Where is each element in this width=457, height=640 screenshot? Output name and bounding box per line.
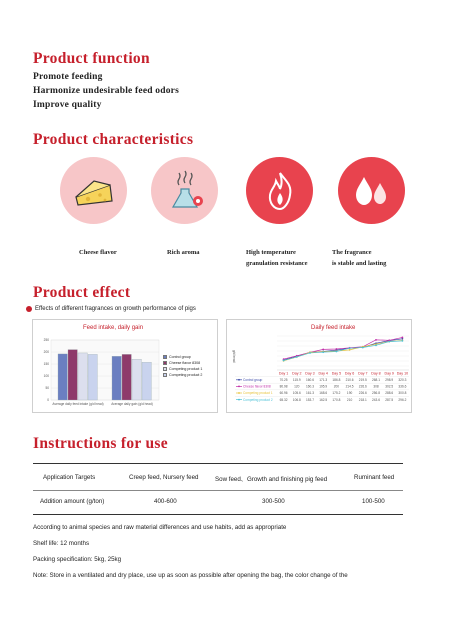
x-tick-label: Day 3: [305, 371, 315, 376]
bar: [132, 359, 141, 400]
x-tick-label: Day 4: [318, 371, 328, 376]
data-label: 210.6: [345, 378, 354, 382]
bar: [68, 350, 77, 400]
x-tick-label: Day 10: [396, 371, 409, 376]
table-header-cell: Application Targets: [43, 474, 96, 481]
cheese-icon: [70, 167, 118, 215]
table-cell: 300-500: [262, 498, 285, 505]
legend-marker: [238, 379, 240, 381]
data-label: 190: [346, 391, 353, 396]
data-label: 106.8: [292, 397, 301, 402]
legend-marker: [238, 392, 240, 394]
y-tick-label: 250: [43, 338, 49, 343]
data-label: 175.2: [332, 391, 341, 396]
data-point: [375, 339, 377, 341]
line-chart-title: Daily feed intake: [311, 325, 356, 331]
data-point: [336, 351, 338, 353]
data-label: 298.9: [385, 378, 394, 382]
data-label: 171.3: [319, 378, 328, 382]
section-title-effect: Product effect: [33, 284, 131, 301]
characteristic-label: Rich aroma: [167, 249, 200, 256]
data-label: 214.5: [345, 384, 354, 389]
drops-icon: [348, 167, 396, 215]
series-line: [284, 339, 403, 360]
data-label: 226.6: [358, 384, 367, 389]
data-point: [375, 344, 377, 346]
table-top-rule: [33, 463, 403, 464]
bar: [88, 354, 97, 400]
section-title-characteristics: Product characteristics: [33, 131, 194, 148]
x-tick-label: Day 1: [278, 371, 289, 376]
bar: [142, 362, 151, 400]
x-tick-label: Day 8: [371, 371, 381, 376]
data-point: [309, 352, 311, 354]
function-line: Promote feeding: [33, 72, 103, 82]
characteristic-circle: [246, 157, 313, 224]
table-mid-rule: [33, 490, 403, 491]
legend-label: Competing product 2: [243, 397, 273, 402]
legend-label: Competing product 1: [243, 391, 273, 396]
data-label: 168.6: [319, 391, 328, 396]
y-tick-label: 50: [45, 386, 49, 391]
data-label: 160.3: [306, 384, 314, 389]
legend-label: Cheese flavor 8308: [243, 384, 271, 389]
y-tick-label: 150: [43, 362, 49, 367]
data-label: 80.98: [279, 384, 288, 389]
line-chart-plot: [227, 320, 413, 414]
legend-label: Competing product 2: [169, 373, 203, 377]
flask-aroma-icon: [161, 167, 209, 215]
data-point: [349, 347, 351, 349]
legend-marker: [238, 386, 240, 388]
y-tick-label: 200: [43, 350, 49, 355]
characteristic-label: The fragrance: [332, 249, 372, 256]
data-label: 308: [373, 384, 379, 389]
bar-chart-legend: [163, 354, 202, 378]
legend-label: Cheese flavor 8308: [169, 361, 201, 365]
bar-chart-title: Feed intake, daily gain: [83, 325, 144, 331]
legend-entry: [163, 372, 202, 378]
data-label: 302.5: [385, 384, 394, 389]
legend-swatch: [163, 367, 167, 371]
data-label: 288.6: [385, 391, 394, 396]
x-tick-label: Day 6: [344, 371, 355, 376]
legend-label: Control group: [243, 378, 263, 382]
data-label: 115.9: [292, 378, 301, 382]
data-label: 105.6: [292, 391, 301, 396]
data-point: [322, 348, 324, 350]
legend-swatch: [163, 355, 167, 359]
data-point: [402, 340, 404, 342]
legend-swatch: [163, 373, 167, 377]
usage-note: According to animal species and raw material differences and use habits, add as appropriate: [33, 524, 287, 531]
packing-spec: Packing specification: 5kg, 25kg: [33, 556, 122, 563]
data-label: 65.32: [279, 397, 288, 402]
data-label: 153.7: [306, 397, 314, 402]
storage-note: Note: Store in a ventilated and dry place, use up as soon as possible after opening the bag, the color change of the: [33, 572, 348, 579]
data-label: 200: [333, 384, 340, 389]
table-header-cell: Creep feed, Nursery feed: [129, 474, 199, 481]
y-axis-label: g/d head: [232, 350, 236, 363]
data-label: 320.3: [398, 378, 407, 382]
data-label: 296.2: [398, 397, 407, 402]
data-label: 120: [294, 384, 300, 389]
data-label: 186.8: [332, 378, 341, 382]
x-tick-label: Average daily gain (g/d head): [111, 402, 153, 406]
table-bottom-rule: [33, 514, 403, 515]
data-point: [362, 347, 364, 349]
effect-note-text: Effects of different fragrances on growth performance of pigs: [35, 306, 196, 312]
characteristic-circle: [151, 157, 218, 224]
y-tick-label: 100: [43, 374, 49, 379]
table-cell: Addition amount (g/ton): [40, 498, 105, 505]
data-label: 300.8: [398, 391, 407, 396]
data-point: [296, 356, 298, 358]
data-label: 160.6: [306, 378, 314, 382]
function-line: Harmonize undesirable feed odors: [33, 86, 179, 96]
data-label: 70.25: [279, 378, 288, 382]
y-tick-label: 0: [47, 398, 49, 403]
data-point: [322, 351, 324, 353]
table-header-cell: Ruminant feed: [354, 474, 395, 481]
characteristic-circle: [60, 157, 127, 224]
effect-note: [26, 306, 196, 312]
legend-swatch: [163, 361, 167, 365]
section-title-function: Product function: [33, 50, 150, 67]
bar-chart: [32, 319, 218, 413]
legend-label: Control group: [169, 355, 191, 359]
data-label: 162.5: [319, 397, 328, 402]
series-line: [284, 340, 403, 360]
data-label: 226.6: [358, 391, 367, 396]
characteristic-label: granulation resistance: [246, 260, 308, 267]
function-line: Improve quality: [33, 100, 102, 110]
x-tick-label: Day 7: [358, 371, 368, 376]
data-label: 287.5: [385, 397, 394, 402]
bar: [112, 356, 121, 400]
data-label: 336.6: [398, 384, 407, 389]
section-title-instructions: Instructions for use: [33, 435, 168, 452]
flame-icon: [256, 167, 304, 215]
data-label: 195.9: [319, 384, 328, 389]
characteristic-label: High temperature: [246, 249, 296, 256]
characteristic-label: is stable and lasting: [332, 260, 387, 267]
data-label: 170.8: [332, 397, 341, 402]
x-tick-label: Day 5: [331, 371, 342, 376]
x-tick-label: Average daily feed intake (g/d head): [52, 402, 104, 406]
shelf-life: Shelf life: 12 months: [33, 540, 90, 547]
x-tick-label: Day 9: [384, 371, 394, 376]
bar: [78, 353, 87, 400]
data-point: [336, 348, 338, 350]
data-label: 210: [346, 397, 353, 402]
data-label: 243.6: [372, 397, 380, 402]
table-header-cell: Sow feed、Growth and finishing pig feed: [215, 476, 328, 483]
data-point: [349, 349, 351, 351]
data-point: [402, 337, 404, 339]
line-chart: [226, 319, 412, 413]
legend-marker: [238, 399, 240, 401]
x-tick-label: Day 2: [292, 371, 302, 376]
table-cell: 100-500: [362, 498, 385, 505]
bullet-dot-icon: [26, 306, 32, 312]
legend-label: Competing product 1: [169, 367, 203, 371]
data-label: 268.1: [372, 378, 380, 382]
data-label: 219.5: [358, 378, 367, 382]
data-point: [283, 360, 285, 362]
table-cell: 400-600: [154, 498, 177, 505]
characteristic-label: Cheese flavor: [79, 249, 117, 256]
data-label: 60.96: [279, 391, 288, 396]
data-label: 218.1: [358, 397, 367, 402]
bar: [58, 354, 67, 400]
data-label: 256.8: [372, 391, 380, 396]
data-label: 161.3: [306, 391, 314, 396]
characteristic-circle: [338, 157, 405, 224]
bar: [122, 354, 131, 400]
data-point: [388, 341, 390, 343]
